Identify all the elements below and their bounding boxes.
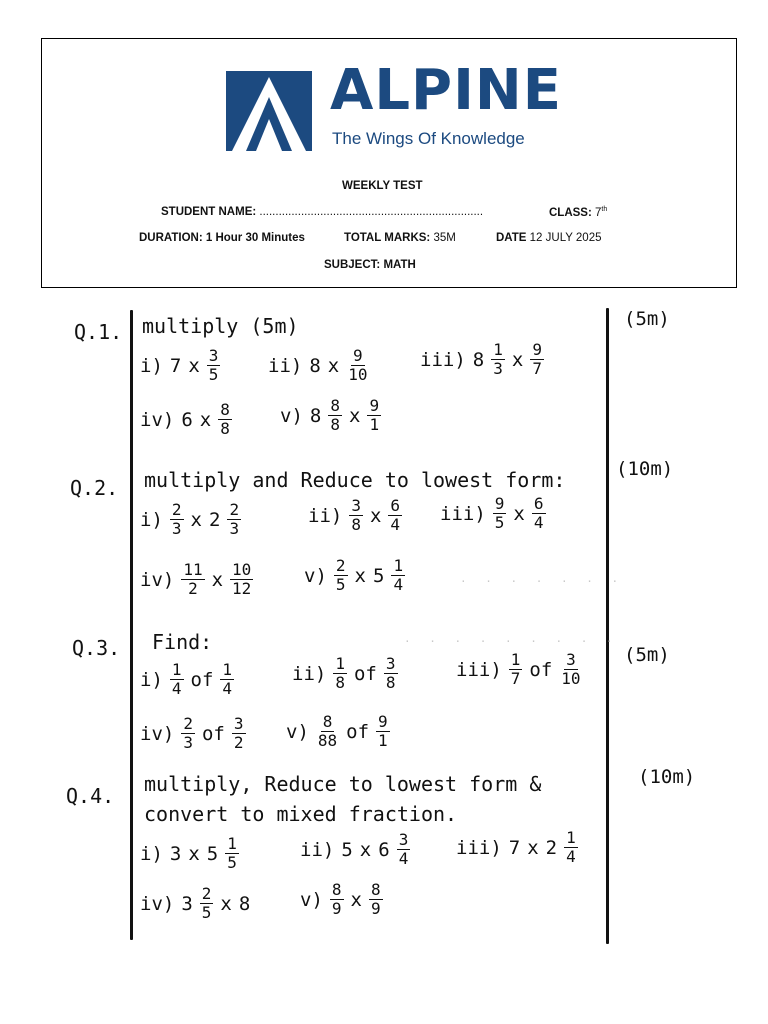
operand-a: 7 [169, 354, 182, 377]
item-label: iv) [140, 568, 175, 591]
operand-a: 3 [169, 842, 182, 865]
fraction-a [170, 662, 184, 697]
numerator: 8 [322, 712, 333, 731]
item-label: v) [300, 888, 323, 911]
fraction-a [316, 714, 339, 749]
total-marks-label: TOTAL MARKS: [344, 232, 431, 244]
q2-item-4 [140, 562, 253, 597]
whole-a: 8 [472, 348, 485, 371]
q3-item-4 [140, 716, 246, 751]
left-margin-line [130, 310, 133, 940]
numerator: 1 [227, 834, 237, 853]
q2-item-2 [308, 498, 402, 533]
numerator: 2 [335, 556, 346, 575]
numerator: 6 [533, 494, 544, 513]
denominator: 3 [229, 519, 240, 538]
faint-specks: . . . . . . . . . [404, 632, 619, 645]
q3-item-2 [292, 656, 398, 691]
operator: x [354, 564, 366, 587]
whole-b: 2 [208, 508, 221, 531]
q4-item-4 [140, 886, 250, 921]
faint-specks: . . . . . . . [460, 572, 625, 585]
q3-item-5 [286, 714, 390, 749]
fraction-b [530, 342, 544, 377]
denominator: 8 [330, 415, 340, 434]
fraction-a [330, 882, 344, 917]
operator: x [199, 408, 212, 431]
operator: x [511, 348, 524, 371]
fraction-b [559, 652, 582, 687]
fraction-b [388, 498, 402, 533]
question-sheet [0, 290, 768, 1024]
subject-label: SUBJECT: [324, 259, 381, 271]
q1-item-1 [140, 348, 220, 383]
denominator: 88 [317, 731, 338, 750]
q2-title: multiply and Reduce to lowest form: [144, 468, 566, 492]
test-header [41, 38, 737, 288]
denominator: 3 [493, 359, 503, 378]
item-label: iii) [456, 658, 502, 681]
fraction-b [384, 656, 398, 691]
right-margin-line [606, 308, 609, 944]
denominator: 3 [171, 519, 182, 538]
numerator: 1 [335, 654, 345, 673]
total-marks [344, 232, 456, 244]
denominator: 5 [208, 365, 219, 384]
q2-number: Q.2. [70, 476, 119, 500]
numerator: 9 [532, 340, 542, 359]
operator: x [188, 354, 200, 377]
numerator: 10 [232, 560, 252, 579]
class-line [549, 206, 607, 219]
whole-a: 3 [181, 892, 193, 915]
numerator: 1 [493, 340, 503, 359]
denominator: 1 [369, 415, 380, 434]
numerator: 3 [208, 346, 219, 365]
denominator: 4 [566, 847, 576, 866]
fraction-a [509, 652, 523, 687]
total-marks-value: 35M [433, 232, 456, 244]
denominator: 5 [494, 513, 505, 532]
denominator: 7 [510, 669, 521, 688]
item-label: iii) [440, 502, 486, 525]
fraction-b [227, 502, 241, 537]
fraction-a [170, 502, 184, 537]
whole-b: 5 [206, 842, 219, 865]
date-value: 12 JULY 2025 [529, 232, 602, 244]
numerator: 8 [370, 880, 381, 899]
item-label: ii) [292, 662, 327, 685]
q2-item-5 [304, 558, 405, 593]
denominator: 9 [331, 899, 342, 918]
denominator: 9 [370, 899, 381, 918]
denominator: 5 [227, 853, 237, 872]
operator: of [353, 662, 377, 685]
fraction-a [491, 342, 505, 377]
operator: of [529, 658, 553, 681]
fraction-b [232, 716, 246, 751]
denominator: 2 [233, 733, 244, 752]
denominator: 8 [220, 419, 230, 438]
operand-a: 5 [341, 838, 353, 861]
operator: of [346, 720, 370, 743]
item-label: iv) [140, 722, 175, 745]
student-name-label: STUDENT NAME: [161, 206, 257, 218]
operand-a: 8 [309, 354, 321, 377]
q1-item-2 [268, 348, 370, 383]
numerator: 1 [393, 556, 404, 575]
class-sup: th [601, 206, 608, 213]
q3-item-1 [140, 662, 234, 697]
operator: x [350, 888, 362, 911]
q4-item-3 [456, 830, 578, 865]
item-label: iv) [140, 892, 175, 915]
fraction-a [181, 716, 195, 751]
denominator: 8 [385, 673, 396, 692]
numerator: 9 [369, 396, 380, 415]
fraction-a [200, 886, 214, 921]
whole-b: 6 [378, 838, 390, 861]
denominator: 4 [171, 679, 182, 698]
q3-marks: (5m) [624, 644, 670, 666]
fraction-a [334, 558, 348, 593]
fraction-b [367, 398, 381, 433]
numerator: 8 [330, 396, 340, 415]
operator: x [188, 842, 200, 865]
operator: x [369, 504, 382, 527]
fraction-b [220, 662, 234, 697]
alpine-logo [226, 58, 563, 153]
student-name-line [161, 206, 483, 218]
fraction-b [207, 348, 221, 383]
denominator: 10 [561, 669, 581, 688]
item-label: v) [280, 404, 303, 427]
denominator: 8 [351, 515, 361, 534]
operator: x [220, 892, 232, 915]
item-label: ii) [268, 354, 303, 377]
q4-item-2 [300, 832, 410, 867]
q1-item-3 [420, 342, 544, 377]
numerator: 1 [566, 828, 576, 847]
fraction-b [218, 402, 232, 437]
brand-tagline: The Wings Of Knowledge [332, 129, 525, 148]
q3-number: Q.3. [72, 636, 121, 660]
item-label: ii) [308, 504, 343, 527]
item-label: iii) [420, 348, 466, 371]
fraction-b [397, 832, 411, 867]
whole-b: 2 [545, 836, 558, 859]
operator: x [211, 568, 224, 591]
fraction-a [493, 496, 507, 531]
operator: x [348, 404, 361, 427]
denominator: 3 [183, 733, 193, 752]
numerator: 3 [398, 830, 409, 849]
q1-number: Q.1. [74, 320, 123, 344]
numerator: 2 [201, 884, 212, 903]
numerator: 11 [183, 560, 203, 579]
whole-b: 5 [372, 564, 385, 587]
mountain-logo-icon [226, 71, 312, 151]
test-title: WEEKLY TEST [342, 180, 423, 192]
q1-item-5 [280, 398, 381, 433]
operator: of [190, 668, 214, 691]
denominator: 7 [532, 359, 542, 378]
item-label: v) [304, 564, 327, 587]
q3-title: Find: [152, 630, 213, 654]
item-label: i) [140, 668, 163, 691]
fraction-b [532, 496, 546, 531]
test-date [496, 232, 601, 244]
denominator: 4 [398, 849, 409, 868]
numerator: 9 [494, 494, 505, 513]
item-label: i) [140, 842, 163, 865]
fraction-b [369, 882, 383, 917]
numerator: 9 [378, 712, 388, 731]
denominator: 10 [348, 365, 368, 384]
numerator: 3 [385, 654, 396, 673]
item-label: ii) [300, 838, 335, 861]
operand-a: 7 [508, 836, 521, 859]
q1-marks: (5m) [624, 308, 670, 330]
fraction-a [349, 498, 363, 533]
q4-item-5 [300, 882, 383, 917]
operator: of [201, 722, 225, 745]
q4-title-line2: convert to mixed fraction. [144, 802, 458, 826]
date-label: DATE [496, 232, 527, 244]
q4-marks: (10m) [638, 766, 696, 788]
denominator: 2 [188, 579, 198, 598]
operator: x [190, 508, 202, 531]
operator: x [359, 838, 372, 861]
numerator: 3 [351, 496, 361, 515]
q2-marks: (10m) [616, 458, 674, 480]
q4-number: Q.4. [66, 784, 115, 808]
q3-item-3 [456, 652, 583, 687]
fraction-a [333, 656, 347, 691]
fraction-b [391, 558, 405, 593]
fraction-b [376, 714, 390, 749]
item-label: iii) [456, 836, 502, 859]
class-value: 7 [595, 206, 602, 219]
q4-title-line1: multiply, Reduce to lowest form & [144, 772, 542, 796]
numerator: 6 [390, 496, 401, 515]
operator: x [327, 354, 340, 377]
q4-item-1 [140, 836, 239, 871]
numerator: 1 [222, 660, 233, 679]
denominator: 4 [390, 515, 401, 534]
operand-a: 6 [181, 408, 193, 431]
denominator: 4 [222, 679, 233, 698]
numerator: 2 [171, 500, 182, 519]
denominator: 4 [393, 575, 404, 594]
operator: x [527, 836, 539, 859]
fraction-b [346, 348, 369, 383]
numerator: 3 [566, 650, 576, 669]
numerator: 3 [233, 714, 244, 733]
q1-item-4 [140, 402, 232, 437]
q2-item-1 [140, 502, 241, 537]
denominator: 1 [378, 731, 388, 750]
student-name-blank: ...................................................................... [259, 206, 484, 218]
operand-b: 8 [238, 892, 251, 915]
q1-title: multiply (5m) [142, 314, 299, 338]
item-label: v) [286, 720, 309, 743]
fraction-a [181, 562, 204, 597]
numerator: 2 [183, 714, 193, 733]
subject-line [324, 259, 416, 271]
denominator: 5 [201, 903, 212, 922]
numerator: 8 [220, 400, 230, 419]
numerator: 8 [331, 880, 342, 899]
item-label: i) [140, 354, 163, 377]
fraction-b [564, 830, 578, 865]
denominator: 4 [533, 513, 544, 532]
whole-a: 8 [309, 404, 322, 427]
denominator: 5 [335, 575, 346, 594]
operator: x [513, 502, 525, 525]
fraction-b [230, 562, 253, 597]
numerator: 2 [229, 500, 240, 519]
q2-item-3 [440, 496, 546, 531]
numerator: 1 [171, 660, 182, 679]
subject-value: MATH [383, 259, 416, 271]
brand-name: ALPINE [330, 58, 563, 123]
denominator: 12 [232, 579, 252, 598]
numerator: 1 [510, 650, 521, 669]
item-label: iv) [140, 408, 175, 431]
fraction-a [328, 398, 342, 433]
numerator: 9 [353, 346, 363, 365]
duration: DURATION: 1 Hour 30 Minutes [139, 232, 305, 244]
item-label: i) [140, 508, 163, 531]
fraction-b [225, 836, 239, 871]
denominator: 8 [335, 673, 345, 692]
class-label: CLASS: [549, 206, 592, 219]
